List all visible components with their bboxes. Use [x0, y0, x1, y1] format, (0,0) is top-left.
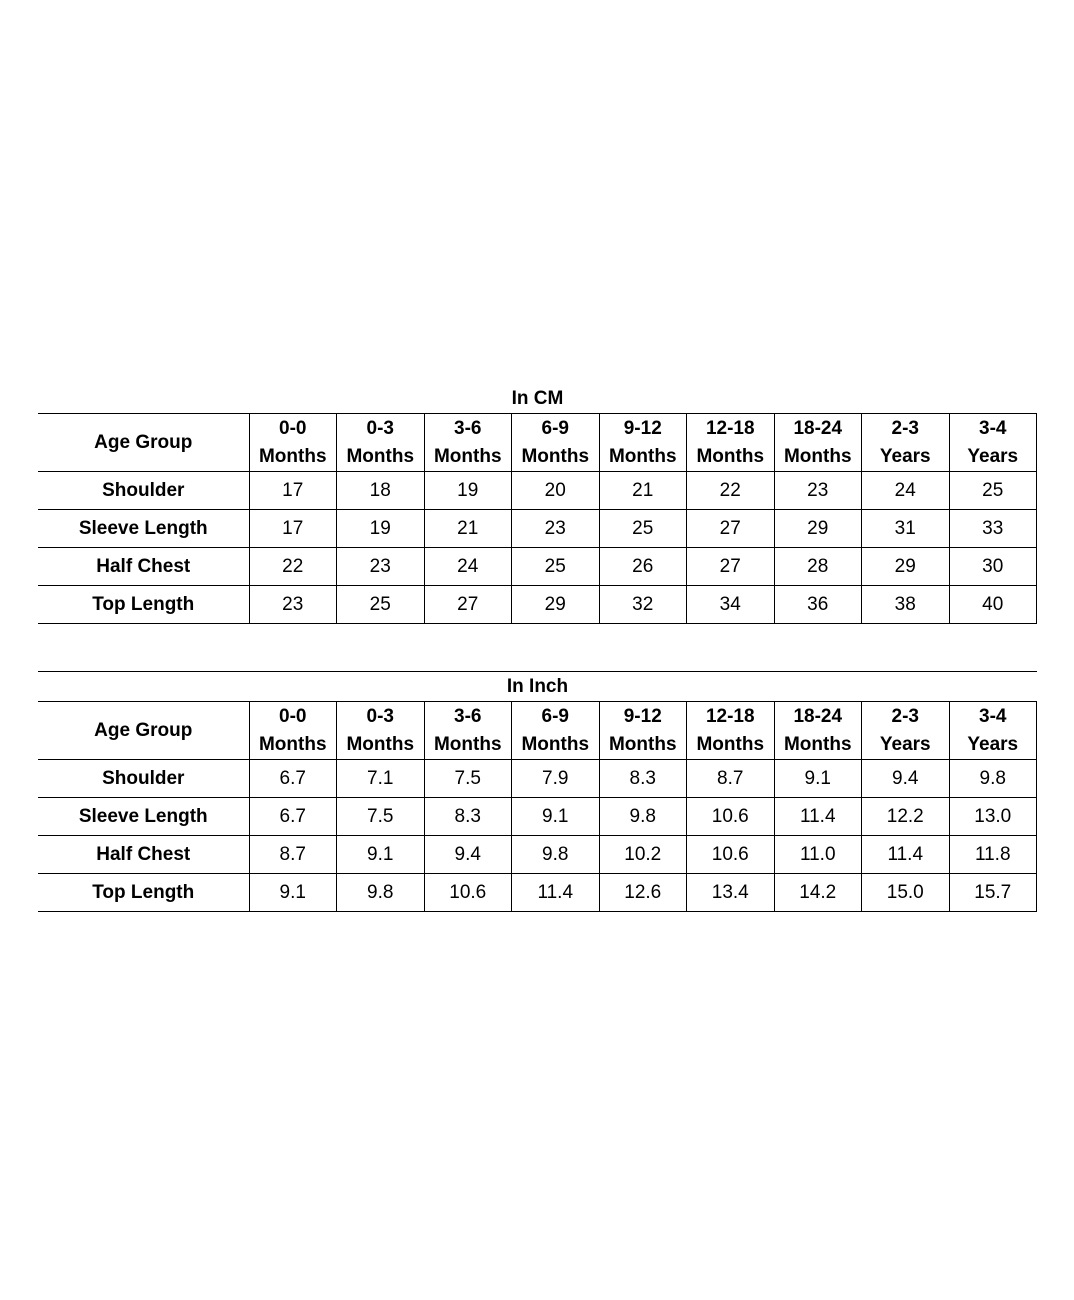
age-unit: Years [967, 445, 1019, 467]
measurement-value: 40 [949, 586, 1037, 624]
measurement-value: 15.0 [862, 874, 950, 912]
age-unit: Months [433, 733, 502, 755]
table-row [38, 548, 1037, 586]
measurement-value: 29 [862, 548, 950, 586]
age-range: 12-18 [705, 417, 755, 439]
measurement-label: Top Length [38, 586, 249, 624]
measurement-value: 11.0 [774, 836, 862, 874]
measurement-value: 6.7 [249, 760, 337, 798]
age-range: 3-6 [454, 417, 482, 439]
measurement-label: Shoulder [38, 760, 249, 798]
measurement-value: 17 [249, 510, 337, 548]
age-unit: Years [879, 733, 931, 755]
measurement-value: 27 [687, 548, 775, 586]
measurement-value: 8.3 [599, 760, 687, 798]
measurement-value: 12.6 [599, 874, 687, 912]
age-range: 12-18 [705, 705, 755, 727]
cm-table-title: In CM [511, 388, 564, 409]
age-column-header [774, 414, 862, 472]
measurement-value: 27 [687, 510, 775, 548]
measurement-value: 10.6 [424, 874, 512, 912]
age-range: 0-0 [279, 705, 307, 727]
age-range: 3-4 [979, 705, 1007, 727]
measurement-value: 29 [774, 510, 862, 548]
age-unit: Months [521, 445, 590, 467]
measurement-value: 17 [249, 472, 337, 510]
age-unit: Months [521, 733, 590, 755]
measurement-value: 27 [424, 586, 512, 624]
measurement-value: 9.1 [774, 760, 862, 798]
measurement-value: 9.8 [337, 874, 425, 912]
measurement-value: 11.4 [512, 874, 600, 912]
measurement-value: 15.7 [949, 874, 1037, 912]
measurement-value: 9.1 [249, 874, 337, 912]
measurement-value: 9.8 [512, 836, 600, 874]
measurement-value: 9.4 [424, 836, 512, 874]
measurement-value: 11.4 [774, 798, 862, 836]
measurement-label: Top Length [38, 874, 249, 912]
age-range: 2-3 [891, 417, 919, 439]
measurement-value: 22 [687, 472, 775, 510]
measurement-value: 7.5 [424, 760, 512, 798]
measurement-label: Sleeve Length [38, 798, 249, 836]
measurement-label: Half Chest [38, 548, 249, 586]
measurement-value: 22 [249, 548, 337, 586]
measurement-value: 11.8 [949, 836, 1037, 874]
age-unit: Months [696, 445, 765, 467]
table-row [38, 586, 1037, 624]
measurement-value: 19 [337, 510, 425, 548]
age-column-header [949, 702, 1037, 760]
table-row [38, 798, 1037, 836]
age-column-header [687, 702, 775, 760]
measurement-value: 24 [862, 472, 950, 510]
measurement-value: 13.0 [949, 798, 1037, 836]
age-column-header [512, 414, 600, 472]
age-unit: Months [346, 733, 415, 755]
measurement-value: 29 [512, 586, 600, 624]
measurement-value: 28 [774, 548, 862, 586]
measurement-value: 23 [774, 472, 862, 510]
measurement-value: 24 [424, 548, 512, 586]
measurement-value: 31 [862, 510, 950, 548]
age-unit: Months [346, 445, 415, 467]
age-range: 9-12 [623, 705, 662, 727]
measurement-value: 7.9 [512, 760, 600, 798]
age-unit: Months [696, 733, 765, 755]
age-range: 6-9 [541, 417, 569, 439]
age-column-header [249, 414, 337, 472]
measurement-value: 23 [249, 586, 337, 624]
age-range: 18-24 [793, 705, 843, 727]
measurement-value: 8.3 [424, 798, 512, 836]
cm-size-chart [38, 384, 1037, 624]
age-unit: Months [783, 445, 852, 467]
measurement-value: 18 [337, 472, 425, 510]
measurement-value: 9.8 [949, 760, 1037, 798]
measurement-value: 38 [862, 586, 950, 624]
cm-size-table [38, 413, 1037, 624]
inch-size-chart [38, 671, 1037, 912]
measurement-label: Shoulder [38, 472, 249, 510]
age-unit: Years [967, 733, 1019, 755]
age-column-header [424, 414, 512, 472]
age-unit: Years [879, 445, 931, 467]
header-row [38, 414, 1037, 472]
age-range: 0-3 [366, 417, 394, 439]
measurement-value: 9.4 [862, 760, 950, 798]
age-group-header: Age Group [38, 414, 249, 472]
age-column-header [687, 414, 775, 472]
age-group-header: Age Group [38, 702, 249, 760]
measurement-value: 26 [599, 548, 687, 586]
age-range: 9-12 [623, 417, 662, 439]
measurement-value: 33 [949, 510, 1037, 548]
age-column-header [512, 702, 600, 760]
measurement-value: 6.7 [249, 798, 337, 836]
age-range: 6-9 [541, 705, 569, 727]
age-column-header [862, 702, 950, 760]
measurement-value: 32 [599, 586, 687, 624]
age-column-header [949, 414, 1037, 472]
age-range: 0-0 [279, 417, 307, 439]
age-column-header [424, 702, 512, 760]
measurement-value: 21 [599, 472, 687, 510]
age-column-header [862, 414, 950, 472]
measurement-value: 7.5 [337, 798, 425, 836]
table-row [38, 472, 1037, 510]
measurement-value: 30 [949, 548, 1037, 586]
table-row [38, 510, 1037, 548]
measurement-value: 9.1 [337, 836, 425, 874]
age-column-header [599, 702, 687, 760]
age-column-header [249, 702, 337, 760]
measurement-value: 21 [424, 510, 512, 548]
age-unit: Months [608, 733, 677, 755]
measurement-value: 9.1 [512, 798, 600, 836]
table-row [38, 760, 1037, 798]
measurement-value: 8.7 [687, 760, 775, 798]
age-range: 18-24 [793, 417, 843, 439]
age-unit: Months [783, 733, 852, 755]
measurement-value: 20 [512, 472, 600, 510]
measurement-value: 10.6 [687, 798, 775, 836]
age-range: 3-4 [979, 417, 1007, 439]
age-range: 3-6 [454, 705, 482, 727]
age-column-header [774, 702, 862, 760]
measurement-value: 11.4 [862, 836, 950, 874]
measurement-value: 14.2 [774, 874, 862, 912]
inch-size-table [38, 701, 1037, 912]
age-column-header [337, 702, 425, 760]
table-row [38, 836, 1037, 874]
measurement-value: 36 [774, 586, 862, 624]
age-range: 0-3 [366, 705, 394, 727]
age-unit: Months [258, 733, 327, 755]
header-row [38, 702, 1037, 760]
measurement-value: 19 [424, 472, 512, 510]
measurement-value: 7.1 [337, 760, 425, 798]
measurement-label: Sleeve Length [38, 510, 249, 548]
measurement-value: 25 [949, 472, 1037, 510]
measurement-value: 23 [337, 548, 425, 586]
measurement-value: 10.6 [687, 836, 775, 874]
measurement-label: Half Chest [38, 836, 249, 874]
age-unit: Months [608, 445, 677, 467]
age-column-header [599, 414, 687, 472]
measurement-value: 8.7 [249, 836, 337, 874]
measurement-value: 34 [687, 586, 775, 624]
measurement-value: 25 [337, 586, 425, 624]
age-column-header [337, 414, 425, 472]
measurement-value: 9.8 [599, 798, 687, 836]
measurement-value: 23 [512, 510, 600, 548]
age-range: 2-3 [891, 705, 919, 727]
table-row [38, 874, 1037, 912]
age-unit: Months [433, 445, 502, 467]
measurement-value: 13.4 [687, 874, 775, 912]
age-unit: Months [258, 445, 327, 467]
measurement-value: 12.2 [862, 798, 950, 836]
inch-table-title: In Inch [38, 671, 1037, 701]
measurement-value: 10.2 [599, 836, 687, 874]
measurement-value: 25 [512, 548, 600, 586]
measurement-value: 25 [599, 510, 687, 548]
